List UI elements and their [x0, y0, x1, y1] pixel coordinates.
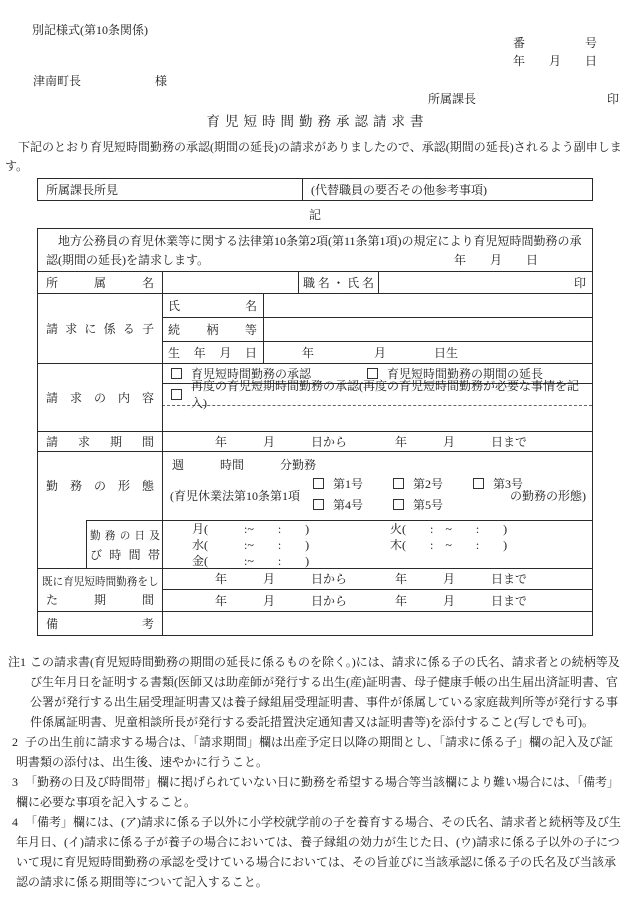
notes-section [8, 652, 624, 892]
affiliation-label: 所 属 名 [46, 275, 154, 290]
request-period-input[interactable]: 年 月 日から 年 月 日まで [215, 434, 528, 449]
declaration-text: 地方公務員の育児休業等に関する法律第10条第2項(第11条第1項)の規定により育児短時間勤務の承認(期間の延長)を請求します。 [46, 234, 582, 267]
opinion-table [37, 178, 593, 201]
schedule-fri-input[interactable]: 金( :~ : ) [192, 554, 310, 568]
note-1 [8, 652, 624, 732]
addressee: 津南町長 [33, 74, 82, 88]
request-period-label: 請 求 期 間 [46, 434, 154, 449]
note-2-marker: 2 [12, 735, 18, 749]
form-reference: 別記様式(第10条関係) [32, 23, 148, 37]
child-birth-input[interactable]: 年 月 日生 [302, 345, 459, 360]
note-4 [8, 812, 624, 892]
document-number-line: 番 号 [512, 36, 597, 50]
remarks-label: 備 考 [46, 616, 154, 631]
child-relation-input[interactable] [264, 317, 592, 341]
name-input[interactable] [379, 271, 592, 293]
seal-label: 印 [573, 275, 586, 290]
note-4-marker: 4 [12, 815, 18, 829]
checkbox-law1-icon[interactable] [313, 478, 324, 489]
document-date-line: 年 月 日 [512, 54, 597, 68]
note-4-text: 「備考」欄には、(ア)請求に係る子以外に小学校就学前の子を養育する場合、その氏名、請求者と続柄等及び生年月日、(イ)請求に係る子が養子の場合においては、養子縁組の効力が生じた日、(ウ)請求に係る子以外の子について現に育児短時間勤務の承認を受けている場合においては、その旨並びに当該承認に係る子の氏名及び当該承認の請求に係る期間等について記入すること。 [16, 815, 621, 889]
option-again[interactable]: 再度の育児短期時間勤務の承認(再度の育児短時間勤務が必要な事情を記入) [171, 377, 592, 411]
note-3 [8, 772, 624, 812]
schedule-tue-input[interactable]: 火( : ~ : ) [390, 522, 508, 536]
work-law-suffix: の勤務の形態) [510, 489, 586, 503]
work-law-prefix: (育児休業法第10条第1項 [170, 489, 300, 503]
checkbox-law4-icon[interactable] [313, 499, 324, 510]
note-3-marker: 3 [12, 775, 18, 789]
option-law-4[interactable]: 第4号 [313, 496, 363, 513]
opinion-label: 所属課長所見 [46, 183, 119, 197]
note-2-text: 子の出生前に請求する場合は、「請求期間」欄は出産予定日以降の期間とし、「請求に係る子」欄の記入及び証明書類の添付は、出生後、速やかに行うこと。 [16, 735, 614, 769]
checkbox-law3-icon[interactable] [473, 478, 484, 489]
option-approval[interactable]: 育児短時間勤務の承認 [171, 365, 311, 382]
option-law-2[interactable]: 第2号 [393, 475, 443, 492]
schedule-wed-input[interactable]: 水( :~ : ) [192, 538, 310, 552]
option-law-3[interactable]: 第3号 [473, 475, 523, 492]
child-name-label: 氏 名 [168, 298, 257, 313]
work-week-hours[interactable]: 週 時間 分勤務 [172, 458, 317, 472]
note-2 [8, 732, 624, 772]
addressee-honorific: 様 [155, 74, 168, 88]
schedule-label: 勤 務 の 日 及 び 時 間 帯 [90, 530, 160, 562]
page-title: 育児短時間勤務承認請求書 [206, 114, 429, 129]
note-1-marker: 注1 [8, 655, 27, 669]
intro-paragraph: 下記のとおり育児短時間勤務の承認(期間の延長)の請求がありましたので、承認(期間の延長)されるよう副申します。 [5, 140, 622, 173]
checkbox-law2-icon[interactable] [393, 478, 404, 489]
option-law-5[interactable]: 第5号 [393, 496, 443, 513]
child-relation-label: 続 柄 等 [168, 322, 257, 337]
previous-period-row2-input[interactable]: 年 月 日から 年 月 日まで [215, 593, 528, 608]
request-option-row2 [163, 379, 592, 410]
previous-period-row1-input[interactable]: 年 月 日から 年 月 日まで [215, 572, 528, 586]
schedule-mon-input[interactable]: 月( :~ : ) [192, 522, 310, 536]
request-detail-input[interactable] [163, 406, 592, 431]
job-name-label: 職 名 ・ 氏 名 [303, 275, 374, 290]
approver-title: 所属課長 [428, 92, 477, 106]
schedule-thu-input[interactable]: 木( : ~ : ) [390, 538, 508, 552]
option-extension[interactable]: 育児短時間勤務の期間の延長 [367, 365, 543, 382]
child-birth-label: 生 年 月 日 [168, 345, 257, 360]
main-form-table [37, 228, 593, 636]
note-3-text: 「勤務の日及び時間帯」欄に掲げられていない日に勤務を希望する場合等当該欄により難い場合には、「備考」欄に必要な事項を記入すること。 [16, 775, 620, 809]
remarks-input[interactable] [163, 611, 592, 635]
checkbox-law5-icon[interactable] [393, 499, 404, 510]
note-1-text: この請求書(育児短時間勤務の期間の延長に係るものを除く。)には、請求に係る子の氏名、請求者との続柄等及び生年月日を証明する書類(医師又は助産師が発行する出生(産)証明書、母子健康手帳の出生届出済証明書、官公署が発行する出生届受理証明書又は養子縁組届受理証明書、事件が係属している家庭裁判所等が発行する事件係属証明書、児童相談所長が発行する委託措置決定通知書又は証明書等)を添付すること(写しでも可)。 [30, 655, 620, 729]
request-content-label: 請 求 の 内 容 [46, 390, 154, 405]
previous-period-label: 既 に 育 児 短 時 間 勤 務 を し た 期 間 [42, 577, 159, 607]
checkbox-again-icon[interactable] [171, 389, 182, 400]
opinion-hint[interactable]: (代替職員の要否その他参考事項) [311, 183, 487, 197]
approver-seal-label: 印 [607, 92, 620, 106]
child-label: 請 求 に 係 る 子 [46, 321, 154, 336]
work-form-label: 勤 務 の 形 態 [46, 479, 154, 493]
declaration-date[interactable]: 年 月 日 [453, 253, 538, 267]
ki-heading: 記 [308, 208, 321, 222]
child-name-input[interactable] [264, 293, 592, 317]
affiliation-input[interactable] [163, 271, 298, 293]
option-law-1[interactable]: 第1号 [313, 475, 363, 492]
